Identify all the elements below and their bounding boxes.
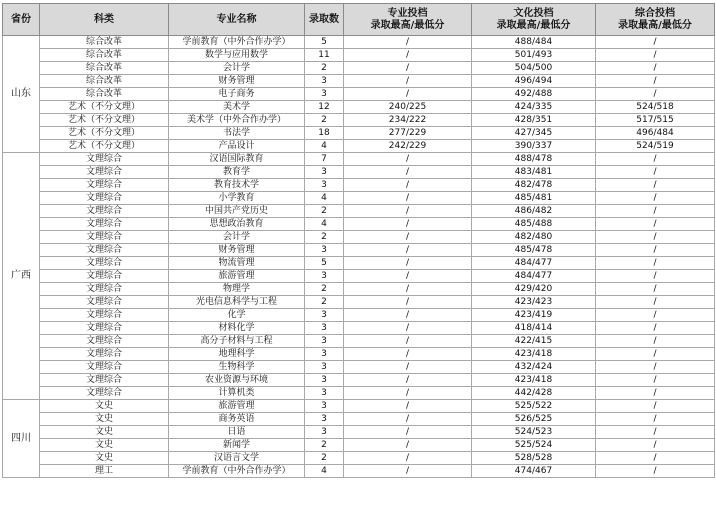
major-cell: 旅游管理 [169, 400, 305, 413]
header-category: 科类 [40, 4, 169, 36]
category-cell: 文理综合 [40, 322, 169, 335]
header-professional-line2: 录取最高/最低分 [370, 19, 445, 31]
category-cell: 文理综合 [40, 309, 169, 322]
major-cell: 产品设计 [169, 140, 305, 153]
cultural-score-cell: 484/477 [472, 270, 596, 283]
professional-score-cell: 234/222 [344, 114, 472, 127]
professional-score-cell: / [344, 62, 472, 75]
major-cell: 高分子材料与工程 [169, 335, 305, 348]
cultural-score-cell: 418/414 [472, 322, 596, 335]
major-cell: 光电信息科学与工程 [169, 296, 305, 309]
comprehensive-score-cell: / [596, 387, 715, 400]
table-row [3, 335, 715, 348]
major-cell: 化学 [169, 309, 305, 322]
major-cell: 物理学 [169, 283, 305, 296]
major-cell: 汉语言文学 [169, 452, 305, 465]
comprehensive-score-cell: / [596, 465, 715, 478]
professional-score-cell: / [344, 361, 472, 374]
professional-score-cell: / [344, 439, 472, 452]
comprehensive-score-cell: / [596, 231, 715, 244]
quota-cell: 12 [305, 101, 344, 114]
category-cell: 文理综合 [40, 218, 169, 231]
cultural-score-cell: 488/484 [472, 36, 596, 49]
header-comprehensive-line2: 录取最高/最低分 [618, 19, 692, 31]
comprehensive-score-cell: 517/515 [596, 114, 715, 127]
cultural-score-cell: 390/337 [472, 140, 596, 153]
quota-cell: 7 [305, 153, 344, 166]
cultural-score-cell: 485/481 [472, 192, 596, 205]
table-row [3, 257, 715, 270]
category-cell: 理工 [40, 465, 169, 478]
header-comprehensive-score [596, 4, 715, 36]
comprehensive-score-cell: / [596, 205, 715, 218]
category-cell: 综合改革 [40, 88, 169, 101]
comprehensive-score-cell: / [596, 75, 715, 88]
quota-cell: 3 [305, 374, 344, 387]
professional-score-cell: / [344, 400, 472, 413]
comprehensive-score-cell: / [596, 400, 715, 413]
header-comprehensive-line1: 综合投档 [635, 7, 675, 19]
quota-cell: 2 [305, 439, 344, 452]
category-cell: 文理综合 [40, 179, 169, 192]
province-cell: 山东 [3, 36, 40, 153]
professional-score-cell: / [344, 296, 472, 309]
admission-table [2, 3, 715, 478]
table-row [3, 166, 715, 179]
major-cell: 材料化学 [169, 322, 305, 335]
category-cell: 综合改革 [40, 49, 169, 62]
category-cell: 文理综合 [40, 296, 169, 309]
cultural-score-cell: 524/523 [472, 426, 596, 439]
major-cell: 学前教育（中外合作办学） [169, 36, 305, 49]
quota-cell: 2 [305, 296, 344, 309]
professional-score-cell: / [344, 322, 472, 335]
header-cultural-score [472, 4, 596, 36]
major-cell: 生物科学 [169, 361, 305, 374]
quota-cell: 3 [305, 322, 344, 335]
comprehensive-score-cell: / [596, 361, 715, 374]
quota-cell: 11 [305, 49, 344, 62]
cultural-score-cell: 423/419 [472, 309, 596, 322]
cultural-score-cell: 501/493 [472, 49, 596, 62]
category-cell: 文理综合 [40, 283, 169, 296]
header-professional-line1: 专业投档 [387, 7, 428, 19]
table-row [3, 153, 715, 166]
quota-cell: 4 [305, 218, 344, 231]
comprehensive-score-cell: 496/484 [596, 127, 715, 140]
cultural-score-cell: 488/478 [472, 153, 596, 166]
cultural-score-cell: 482/480 [472, 231, 596, 244]
quota-cell: 4 [305, 465, 344, 478]
table-row [3, 62, 715, 75]
comprehensive-score-cell: / [596, 374, 715, 387]
comprehensive-score-cell: / [596, 257, 715, 270]
table-row [3, 283, 715, 296]
comprehensive-score-cell: / [596, 309, 715, 322]
category-cell: 文史 [40, 400, 169, 413]
category-cell: 文理综合 [40, 387, 169, 400]
major-cell: 财务管理 [169, 75, 305, 88]
major-cell: 电子商务 [169, 88, 305, 101]
table-row [3, 413, 715, 426]
table-row [3, 322, 715, 335]
professional-score-cell: / [344, 153, 472, 166]
major-cell: 中国共产党历史 [169, 205, 305, 218]
cultural-score-cell: 525/524 [472, 439, 596, 452]
category-cell: 文史 [40, 439, 169, 452]
table-row [3, 101, 715, 114]
category-cell: 文理综合 [40, 257, 169, 270]
professional-score-cell: / [344, 335, 472, 348]
category-cell: 文史 [40, 426, 169, 439]
major-cell: 美术学（中外合作办学） [169, 114, 305, 127]
comprehensive-score-cell: / [596, 439, 715, 452]
province-cell: 广西 [3, 153, 40, 400]
comprehensive-score-cell: / [596, 296, 715, 309]
quota-cell: 5 [305, 257, 344, 270]
comprehensive-score-cell: / [596, 179, 715, 192]
quota-cell: 3 [305, 166, 344, 179]
table-row [3, 270, 715, 283]
table-row [3, 244, 715, 257]
quota-cell: 3 [305, 88, 344, 101]
comprehensive-score-cell: 524/519 [596, 140, 715, 153]
professional-score-cell: / [344, 257, 472, 270]
major-cell: 旅游管理 [169, 270, 305, 283]
category-cell: 艺术（不分文理） [40, 101, 169, 114]
major-cell: 汉语国际教育 [169, 153, 305, 166]
cultural-score-cell: 422/415 [472, 335, 596, 348]
cultural-score-cell: 442/428 [472, 387, 596, 400]
cultural-score-cell: 485/488 [472, 218, 596, 231]
header-row [3, 4, 715, 36]
quota-cell: 4 [305, 140, 344, 153]
comprehensive-score-cell: / [596, 348, 715, 361]
professional-score-cell: / [344, 465, 472, 478]
professional-score-cell: / [344, 452, 472, 465]
table-row [3, 439, 715, 452]
category-cell: 文史 [40, 452, 169, 465]
cultural-score-cell: 423/423 [472, 296, 596, 309]
major-cell: 商务英语 [169, 413, 305, 426]
category-cell: 综合改革 [40, 75, 169, 88]
category-cell: 文理综合 [40, 374, 169, 387]
category-cell: 文理综合 [40, 166, 169, 179]
comprehensive-score-cell: / [596, 166, 715, 179]
header-cultural-line1: 文化投档 [513, 7, 554, 19]
table-row [3, 36, 715, 49]
quota-cell: 3 [305, 270, 344, 283]
category-cell: 文理综合 [40, 244, 169, 257]
table-row [3, 218, 715, 231]
major-cell: 教育学 [169, 166, 305, 179]
category-cell: 文理综合 [40, 192, 169, 205]
table-row [3, 361, 715, 374]
professional-score-cell: / [344, 270, 472, 283]
major-cell: 数学与应用数学 [169, 49, 305, 62]
major-cell: 新闻学 [169, 439, 305, 452]
category-cell: 艺术（不分文理） [40, 127, 169, 140]
table-row [3, 192, 715, 205]
table-row [3, 465, 715, 478]
table-row [3, 205, 715, 218]
category-cell: 文理综合 [40, 153, 169, 166]
cultural-score-cell: 429/420 [472, 283, 596, 296]
professional-score-cell: / [344, 205, 472, 218]
category-cell: 艺术（不分文理） [40, 140, 169, 153]
table-row [3, 348, 715, 361]
quota-cell: 2 [305, 231, 344, 244]
professional-score-cell: / [344, 49, 472, 62]
table-row [3, 127, 715, 140]
professional-score-cell: / [344, 348, 472, 361]
quota-cell: 3 [305, 309, 344, 322]
header-professional-score [344, 4, 472, 36]
quota-cell: 3 [305, 75, 344, 88]
category-cell: 文理综合 [40, 361, 169, 374]
major-cell: 学前教育（中外合作办学） [169, 465, 305, 478]
cultural-score-cell: 528/528 [472, 452, 596, 465]
quota-cell: 2 [305, 205, 344, 218]
quota-cell: 4 [305, 192, 344, 205]
cultural-score-cell: 485/478 [472, 244, 596, 257]
table-row [3, 426, 715, 439]
category-cell: 文理综合 [40, 348, 169, 361]
professional-score-cell: / [344, 374, 472, 387]
cultural-score-cell: 427/345 [472, 127, 596, 140]
category-cell: 综合改革 [40, 36, 169, 49]
table-row [3, 75, 715, 88]
quota-cell: 3 [305, 400, 344, 413]
professional-score-cell: 242/229 [344, 140, 472, 153]
comprehensive-score-cell: / [596, 270, 715, 283]
category-cell: 文理综合 [40, 270, 169, 283]
professional-score-cell: 277/229 [344, 127, 472, 140]
professional-score-cell: / [344, 387, 472, 400]
major-cell: 教育技术学 [169, 179, 305, 192]
quota-cell: 3 [305, 426, 344, 439]
major-cell: 思想政治教育 [169, 218, 305, 231]
quota-cell: 2 [305, 283, 344, 296]
comprehensive-score-cell: / [596, 49, 715, 62]
table-row [3, 231, 715, 244]
major-cell: 地理科学 [169, 348, 305, 361]
category-cell: 文史 [40, 413, 169, 426]
professional-score-cell: / [344, 179, 472, 192]
professional-score-cell: / [344, 244, 472, 257]
category-cell: 文理综合 [40, 335, 169, 348]
category-cell: 文理综合 [40, 231, 169, 244]
cultural-score-cell: 424/335 [472, 101, 596, 114]
table-row [3, 114, 715, 127]
major-cell: 书法学 [169, 127, 305, 140]
professional-score-cell: / [344, 88, 472, 101]
major-cell: 会计学 [169, 231, 305, 244]
professional-score-cell: / [344, 231, 472, 244]
comprehensive-score-cell: / [596, 413, 715, 426]
cultural-score-cell: 423/418 [472, 348, 596, 361]
professional-score-cell: / [344, 283, 472, 296]
cultural-score-cell: 492/488 [472, 88, 596, 101]
table-row [3, 374, 715, 387]
quota-cell: 3 [305, 413, 344, 426]
cultural-score-cell: 428/351 [472, 114, 596, 127]
major-cell: 农业资源与环境 [169, 374, 305, 387]
professional-score-cell: / [344, 218, 472, 231]
cultural-score-cell: 484/477 [472, 257, 596, 270]
header-quota: 录取数 [305, 4, 344, 36]
major-cell: 日语 [169, 426, 305, 439]
quota-cell: 3 [305, 361, 344, 374]
quota-cell: 3 [305, 387, 344, 400]
comprehensive-score-cell: / [596, 335, 715, 348]
table-row [3, 296, 715, 309]
comprehensive-score-cell: / [596, 218, 715, 231]
major-cell: 财务管理 [169, 244, 305, 257]
major-cell: 会计学 [169, 62, 305, 75]
professional-score-cell: / [344, 36, 472, 49]
table-row [3, 452, 715, 465]
quota-cell: 5 [305, 36, 344, 49]
comprehensive-score-cell: / [596, 452, 715, 465]
quota-cell: 3 [305, 179, 344, 192]
quota-cell: 3 [305, 348, 344, 361]
header-major: 专业名称 [169, 4, 305, 36]
quota-cell: 3 [305, 244, 344, 257]
table-body [3, 36, 715, 478]
major-cell: 计算机类 [169, 387, 305, 400]
professional-score-cell: / [344, 75, 472, 88]
table-row [3, 49, 715, 62]
major-cell: 美术学 [169, 101, 305, 114]
table-row [3, 88, 715, 101]
cultural-score-cell: 486/482 [472, 205, 596, 218]
category-cell: 综合改革 [40, 62, 169, 75]
cultural-score-cell: 482/478 [472, 179, 596, 192]
major-cell: 物流管理 [169, 257, 305, 270]
header-cultural-line2: 录取最高/最低分 [496, 19, 571, 31]
quota-cell: 2 [305, 62, 344, 75]
cultural-score-cell: 526/525 [472, 413, 596, 426]
table-row [3, 387, 715, 400]
cultural-score-cell: 504/500 [472, 62, 596, 75]
cultural-score-cell: 525/522 [472, 400, 596, 413]
comprehensive-score-cell: / [596, 88, 715, 101]
comprehensive-score-cell: / [596, 153, 715, 166]
table-row [3, 140, 715, 153]
professional-score-cell: 240/225 [344, 101, 472, 114]
cultural-score-cell: 474/467 [472, 465, 596, 478]
professional-score-cell: / [344, 309, 472, 322]
province-cell: 四川 [3, 400, 40, 478]
table-row [3, 309, 715, 322]
table-row [3, 179, 715, 192]
comprehensive-score-cell: / [596, 36, 715, 49]
quota-cell: 18 [305, 127, 344, 140]
comprehensive-score-cell: / [596, 192, 715, 205]
comprehensive-score-cell: / [596, 244, 715, 257]
comprehensive-score-cell: / [596, 426, 715, 439]
cultural-score-cell: 432/424 [472, 361, 596, 374]
professional-score-cell: / [344, 426, 472, 439]
comprehensive-score-cell: 524/518 [596, 101, 715, 114]
quota-cell: 2 [305, 452, 344, 465]
major-cell: 小学教育 [169, 192, 305, 205]
professional-score-cell: / [344, 413, 472, 426]
table-row [3, 400, 715, 413]
cultural-score-cell: 483/481 [472, 166, 596, 179]
professional-score-cell: / [344, 192, 472, 205]
cultural-score-cell: 423/418 [472, 374, 596, 387]
category-cell: 艺术（不分文理） [40, 114, 169, 127]
cultural-score-cell: 496/494 [472, 75, 596, 88]
comprehensive-score-cell: / [596, 322, 715, 335]
comprehensive-score-cell: / [596, 62, 715, 75]
quota-cell: 2 [305, 114, 344, 127]
category-cell: 文理综合 [40, 205, 169, 218]
comprehensive-score-cell: / [596, 283, 715, 296]
header-province: 省份 [3, 4, 40, 36]
quota-cell: 3 [305, 335, 344, 348]
professional-score-cell: / [344, 166, 472, 179]
